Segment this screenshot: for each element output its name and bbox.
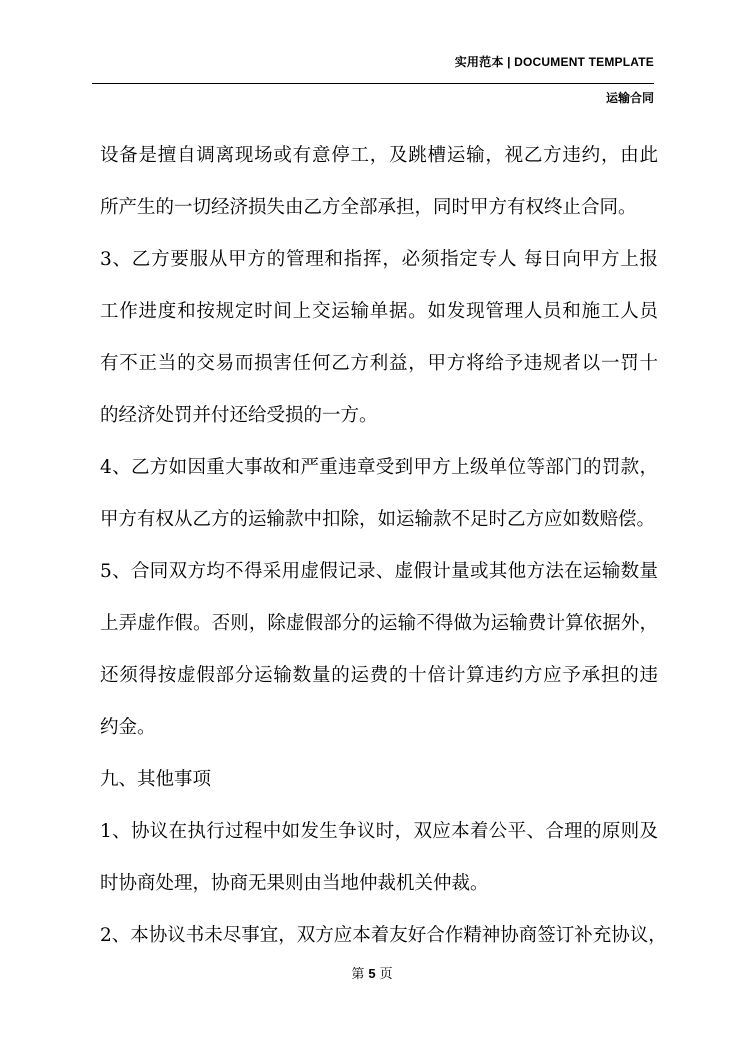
body-line: 5、合同双方均不得采用虚假记录、虚假计量或其他方法在运输数量 <box>100 561 658 582</box>
section-heading: 九、其他事项 <box>100 769 212 790</box>
page-label-suffix: 页 <box>379 967 393 982</box>
document-title: 运输合同 <box>605 91 654 105</box>
header-divider <box>92 83 654 84</box>
page-label-prefix: 第 <box>351 967 365 982</box>
body-line: 2、本协议书未尽事宜，双方应本着友好合作精神协商签订补充协议， <box>100 925 667 946</box>
body-line: 设备是擅自调离现场或有意停工，及跳槽运输，视乙方违约，由此 <box>100 145 658 166</box>
body-line: 时协商处理，协商无果则由当地仲裁机关仲裁。 <box>100 873 489 894</box>
body-line: 所产生的一切经济损失由乙方全部承担，同时甲方有权终止合同。 <box>100 197 637 218</box>
header-brand: 实用范本 | DOCUMENT TEMPLATE <box>454 55 654 69</box>
body-line: 3、乙方要服从甲方的管理和指挥，必须指定专人 每日向甲方上报 <box>100 249 658 270</box>
document-body <box>100 130 667 962</box>
page-number: 5 <box>368 966 376 981</box>
body-line: 1、协议在执行过程中如发生争议时，双应本着公平、合理的原则及 <box>100 821 658 842</box>
body-line: 还须得按虚假部分运输数量的运费的十倍计算违约方应予承担的违 <box>100 665 658 686</box>
body-line: 甲方有权从乙方的运输款中扣除，如运输款不足时乙方应如数赔偿。 <box>100 509 656 530</box>
body-line: 4、乙方如因重大事故和严重违章受到甲方上级单位等部门的罚款， <box>100 457 658 478</box>
body-line: 工作进度和按规定时间上交运输单据。如发现管理人员和施工人员 <box>100 301 658 322</box>
body-line: 有不正当的交易而损害任何乙方利益，甲方将给予违规者以一罚十 <box>100 353 658 374</box>
body-line: 的经济处罚并付还给受损的一方。 <box>100 405 378 426</box>
body-line: 约金。 <box>100 717 156 738</box>
body-line: 上弄虚作假。否则，除虚假部分的运输不得做为运输费计算依据外， <box>100 613 658 634</box>
page-footer <box>0 963 744 982</box>
